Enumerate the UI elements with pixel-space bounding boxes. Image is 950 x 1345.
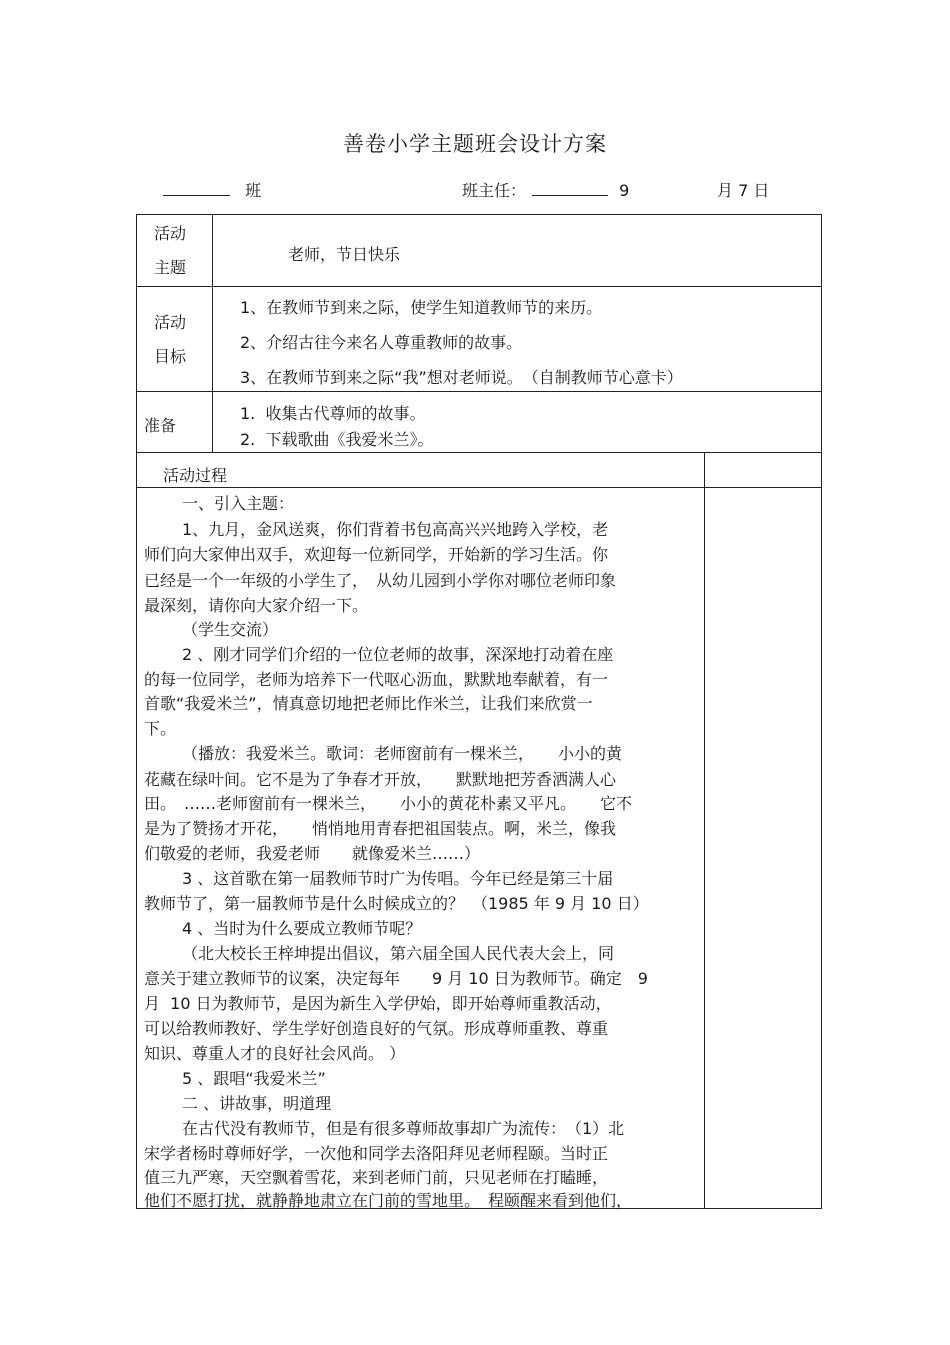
goal-item: 2、介绍古往今来名人尊重教师的故事。 [240,333,523,352]
process-line: （播放：我爱米兰。歌词：老师窗前有一棵米兰， 小小的黄 [182,744,623,763]
process-line: 2 、刚才同学们介绍的一位位老师的故事，深深地打动着在座 [182,645,614,664]
page-title: 善卷小学主题班会设计方案 [343,132,607,156]
process-line: 意关于建立教师节的议案，决定每年 9 月 10 日为教师节。确定 9 [144,969,648,988]
process-line: 可以给教师教好、学生学好创造良好的气氛。形成尊师重教、尊重 [144,1019,609,1038]
class-field [163,178,261,201]
teacher-blank [532,181,608,196]
theme-content: 老师，节日快乐 [288,245,401,264]
goals-label: 活动 目标 [154,313,187,366]
table-border-top [136,214,822,215]
process-line: 3 、这首歌在第一届教师节时广为传唱。今年已经是第三十届 [182,869,614,888]
row-divider [136,391,822,392]
plan-table [136,214,822,1209]
prep-item: 1. 收集古代尊师的故事。 [240,404,426,423]
process-line: 5 、跟唱“我爱米兰” [182,1069,326,1088]
process-line: 1、九月，金风送爽，你们背着书包高高兴兴地跨入学校，老 [182,520,609,539]
process-line: 二 、讲故事，明道理 [182,1094,332,1113]
class-suffix: 班 [245,181,262,200]
process-line: 他们不愿打扰，就静静地肃立在门前的雪地里。 程颐醒来看到他们， [144,1191,633,1210]
table-border-left [136,214,137,1209]
date-tail: 月 7 日 [717,181,770,200]
process-line: 们敬爱的老师，我爱老师 就像爱米兰……） [144,844,481,863]
label-column-divider [212,214,213,453]
process-line: 值三九严寒，天空飘着雪花，来到老师门前，只见老师在打瞌睡， [144,1168,609,1187]
process-line: 是为了赞扬才开花， 悄悄地用青春把祖国装点。啊，米兰，像我 [144,819,617,838]
teacher-field [462,178,629,201]
process-header: 活动过程 [163,466,228,485]
process-line: 田。 ……老师窗前有一棵米兰， 小小的黄花朴素又平凡。 它不 [144,794,633,813]
process-line: （学生交流） [182,620,279,639]
prep-label: 准备 [144,416,177,435]
process-line: 月 10 日为教师节，是因为新生入学伊始，即开始尊师重教活动， [144,994,612,1013]
row-divider [136,487,822,488]
process-line: 宋学者杨时尊师好学，一次他和同学去洛阳拜见老师程颐。当时正 [144,1144,609,1163]
table-border-right [821,214,822,1209]
process-line: 的每一位同学，老师为培养下一代呕心沥血，默默地奉献着，有一 [144,670,609,689]
process-line: 最深刻，请你向大家介绍一下。 [144,596,369,615]
row-divider [136,452,822,453]
row-divider [136,286,822,287]
process-line: 已经是一个一年级的小学生了， 从幼儿园到小学你对哪位老师印象 [144,571,617,590]
theme-label: 活动 主题 [154,224,187,277]
process-line: 一、引入主题： [182,494,295,513]
note-column-divider [704,452,705,1209]
process-line: 首歌“我爱米兰”，情真意切地把老师比作米兰，让我们来欣赏一 [144,694,593,713]
class-blank [163,181,230,196]
goal-item: 3、在教师节到来之际“我”想对老师说。 （自制教师节心意卡） [240,368,683,387]
process-line: 4 、当时为什么要成立教师节呢？ [182,919,422,938]
process-line: 教师节了，第一届教师节是什么时候成立的？ （1985 年 9 月 10 日） [144,894,649,913]
process-line: （北大校长王梓坤提出倡议，第六届全国人民代表大会上，同 [182,944,615,963]
process-line: 知识、尊重人才的良好社会风尚。 ） [144,1044,406,1063]
process-line: 下。 [144,719,177,738]
teacher-label: 班主任： [462,181,527,200]
process-line: 师们向大家伸出双手，欢迎每一位新同学，开始新的学习生活。你 [144,545,609,564]
prep-item: 2. 下载歌曲《我爱米兰》。 [240,430,434,449]
goal-item: 1、在教师节到来之际，使学生知道教师节的来历。 [240,298,603,317]
process-line: 在古代没有教师节，但是有很多尊师故事却广为流传： （1）北 [182,1119,625,1138]
month-value: 9 [619,181,630,200]
process-line: 花藏在绿叶间。它不是为了争春才开放， 默默地把芳香洒满人心 [144,770,617,789]
